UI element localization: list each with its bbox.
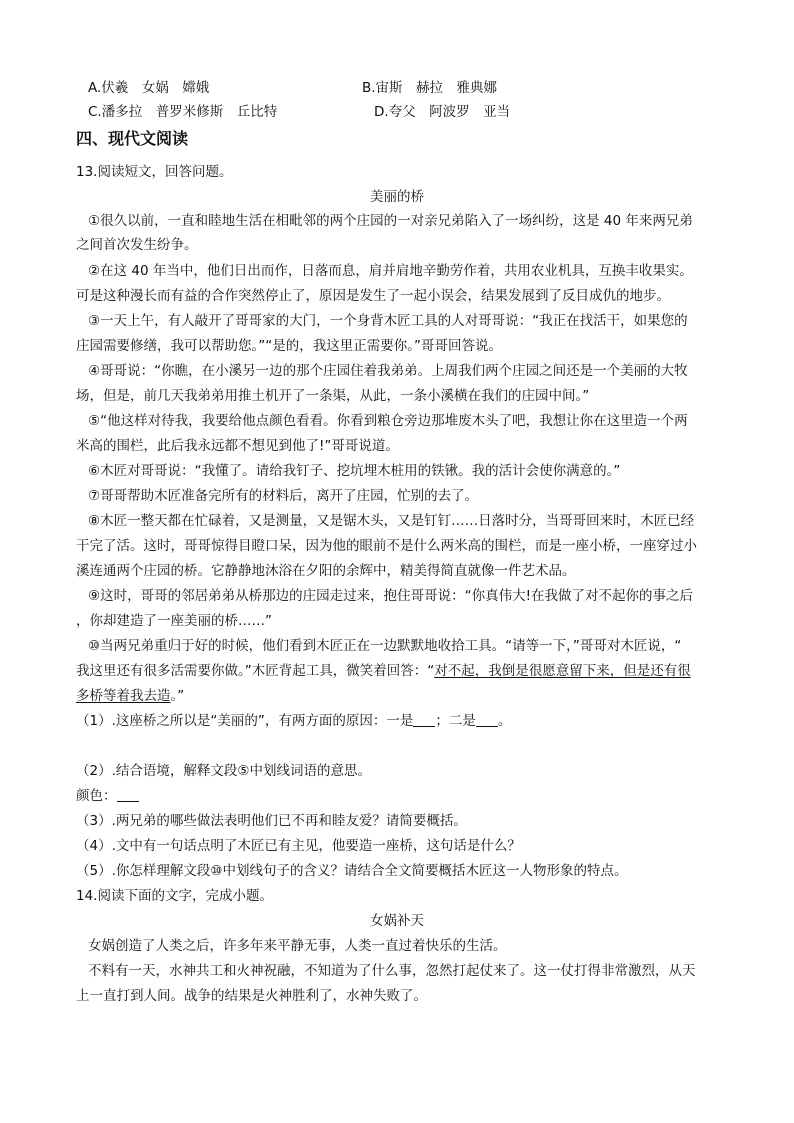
underlined-sentence: 多桥等着我去造 xyxy=(76,688,171,704)
passage-line: 可是这种漫长而有益的合作突然停止了，原因是发生了一起小误会，结果发展到了反目成仇的地步。 xyxy=(76,288,670,304)
passage-line: ⑧木匠一整天都在忙碌着，又是测量，又是锯木头，又是钉钉……日落时分，当哥哥回来时，木匠已经 xyxy=(88,513,695,529)
passage-line: ④哥哥说：“你瞧，在小溪另一边的那个庄园住着我弟弟。上周我们两个庄园之间还是一个美丽的大牧 xyxy=(88,363,688,379)
passage-line: 上一直打到人间。战争的结果是火神胜利了，水神失败了。 xyxy=(76,988,427,1004)
passage-line: 干完了活。这时，哥哥惊得目瞪口呆，因为他的眼前不是什么两米高的围栏，而是一座小桥，一座穿过小 xyxy=(76,538,697,554)
passage-line-underlined xyxy=(76,686,184,706)
option-c: C.潘多拉 普罗米修斯 丘比特 xyxy=(88,104,278,120)
answer-blank[interactable] xyxy=(476,712,498,727)
passage-line: ⑦哥哥帮助木匠准备完所有的材料后，离开了庄园，忙别的去了。 xyxy=(88,488,479,504)
passage-line: ②在这 40 年当中，他们日出而作，日落而息，肩并肩地辛勤劳作着，共用农业机具，互换丰收果实。 xyxy=(88,263,693,279)
sub-question-text: （1）.这座桥之所以是“美丽的”，有两方面的原因：一是 xyxy=(76,713,414,729)
answer-blank[interactable] xyxy=(117,787,139,802)
passage-text: 我这里还有很多活需要你做。”木匠背起工具，微笑着回答：“ xyxy=(76,663,435,679)
passage-line-underlined xyxy=(76,661,691,681)
sub-question-5: （5）.你怎样理解文段⑩中划线句子的含义？请结合全文简要概括木匠这一人物形象的特点。 xyxy=(76,863,628,879)
passage-title: 美丽的桥 xyxy=(370,189,424,205)
passage-line: ⑩当两兄弟重归于好的时候，他们看到木匠正在一边默默地收拾工具。“请等一下，”哥哥对木匠说，“ xyxy=(88,638,682,654)
passage-line: ⑥木匠对哥哥说：“我懂了。请给我钉子、挖坑埋木桩用的铁锹。我的活计会使你满意的。” xyxy=(88,463,621,479)
passage-line: 之间首次发生纷争。 xyxy=(76,237,198,253)
sub-question-text: ；二是 xyxy=(435,713,476,729)
answer-blank[interactable] xyxy=(413,712,435,727)
answer-label: 颜色： xyxy=(76,788,117,804)
passage-title: 女娲补天 xyxy=(370,913,424,929)
passage-line: ⑤“他这样对待我，我要给他点颜色看看。你看到粮仓旁边那堆废木头了吧，我想让你在这里造一个两 xyxy=(88,413,688,429)
option-b: B.宙斯 赫拉 雅典娜 xyxy=(362,80,498,96)
passage-line: 米高的围栏，此后我永远都不想见到他了!”哥哥说道。 xyxy=(76,438,399,454)
passage-line: 不料有一天，水神共工和火神祝融，不知道为了什么事，忽然打起仗来了。这一仗打得非常激烈，从天 xyxy=(88,963,696,979)
passage-line: ，你却建造了一座美丽的桥……” xyxy=(76,613,272,629)
sub-question-1 xyxy=(76,711,511,731)
passage-line: ⑨这时，哥哥的邻居弟弟从桥那边的庄园走过来，抱住哥哥说：“你真伟大!在我做了对不起你的事之后 xyxy=(88,588,694,604)
option-a: A.伏羲 女娲 嫦娥 xyxy=(88,80,210,96)
option-d: D.夸父 阿波罗 亚当 xyxy=(374,104,511,120)
passage-line: 溪连通两个庄园的桥。它静静地沐浴在夕阳的余辉中，精美得简直就像一件艺术品。 xyxy=(76,563,576,579)
question-13-prompt: 13.阅读短文，回答问题。 xyxy=(76,164,233,180)
passage-line: ③一天上午，有人敲开了哥哥家的大门，一个身背木匠工具的人对哥哥说：“我正在找活干，如果您的 xyxy=(88,313,688,329)
passage-line: 女娲创造了人类之后，许多年来平静无事，人类一直过着快乐的生活。 xyxy=(88,938,507,954)
sub-question-2: （2）.结合语境，解释文段⑤中划线词语的意思。 xyxy=(76,763,371,779)
question-14-prompt: 14.阅读下面的文字，完成小题。 xyxy=(76,888,273,904)
sub-question-2-answer xyxy=(76,786,139,806)
passage-line: 庄园需要修缮，我可以帮助您。”“是的，我这里正需要你。”哥哥回答说。 xyxy=(76,338,502,354)
passage-line: ①很久以前，一直和睦地生活在相毗邻的两个庄园的一对亲兄弟陷入了一场纠纷，这是 40 年来两兄弟 xyxy=(88,213,693,229)
underlined-sentence: 对不起，我倒是很愿意留下来，但是还有很 xyxy=(434,663,691,679)
section-heading: 四、现代文阅读 xyxy=(76,129,189,148)
passage-line: 场，但是，前几天我弟弟用推土机开了一条渠，从此，一条小溪横在我们的庄园中间。” xyxy=(76,388,590,404)
sub-question-text: 。 xyxy=(497,713,512,729)
sub-question-3: （3）.两兄弟的哪些做法表明他们已不再和睦友爱？请简要概括。 xyxy=(76,813,467,829)
passage-text: 。” xyxy=(170,688,185,704)
sub-question-4: （4）.文中有一句话点明了木匠已有主见，他要造一座桥，这句话是什么？ xyxy=(76,838,521,854)
